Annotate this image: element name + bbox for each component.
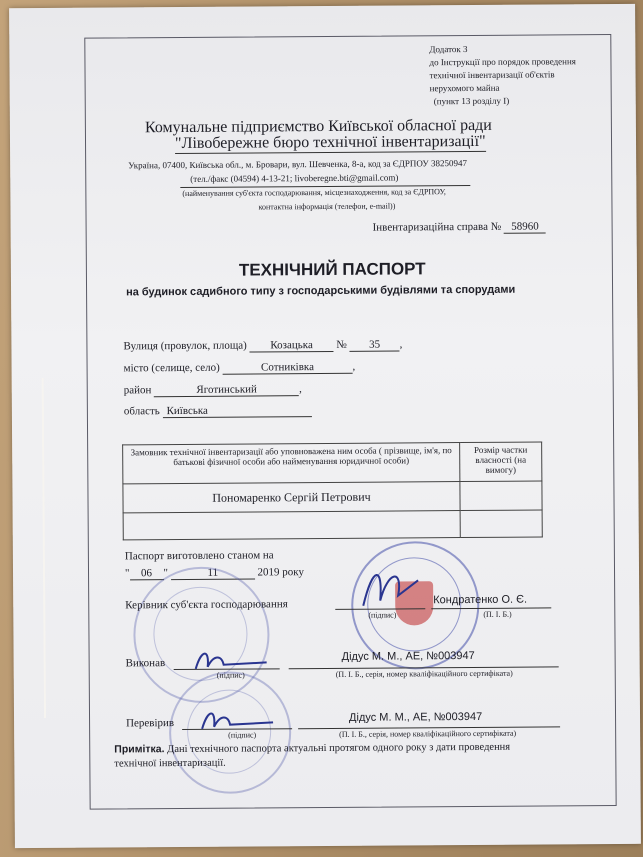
city-value: Сотниківка bbox=[222, 361, 352, 375]
empty-row-cell bbox=[123, 511, 460, 540]
city-label: місто (селище, село) bbox=[123, 361, 220, 375]
executor-name: Дідус М. М., АЕ, №003947 bbox=[341, 649, 475, 663]
street-line: Вулиця (провулок, площа) Козацька № 35 , bbox=[123, 338, 403, 353]
note-text-2: технічної інвентаризації. bbox=[114, 757, 226, 770]
region-label: область bbox=[123, 405, 160, 418]
head-name: Кондратенко О. Є. bbox=[433, 593, 528, 607]
org-name: Комунальне підприємство Київської обласної ради bbox=[144, 116, 492, 137]
org-address: Україна, 07400, Київська обл., м. Бровари, вул. Шевченка, 8-а, код за ЄДРПОУ 38250947 bbox=[128, 158, 468, 171]
head-signature bbox=[358, 560, 428, 615]
district-label: район bbox=[123, 384, 152, 397]
share-cell bbox=[460, 481, 542, 511]
executor-label: Виконав bbox=[125, 657, 166, 670]
annex-line: технічної інвентаризації об'єктів bbox=[429, 69, 555, 81]
date-year-suffix: року bbox=[282, 566, 305, 579]
org-caption-2: контактна інформація (телефон, e-mail)) bbox=[258, 201, 396, 212]
checker-label: Перевірив bbox=[126, 717, 175, 730]
district-line: район Яготинський , bbox=[123, 383, 302, 397]
org-caption-1: (найменування суб'єкта господарювання, місцезнаходження, код за ЄДРПОУ, bbox=[182, 187, 446, 198]
org-contacts: (тел./факс (04594) 4-13-21; livoberegne.bti@gmail.com) bbox=[190, 172, 399, 184]
annex-line: до Інструкції про порядок проведення bbox=[429, 56, 576, 68]
customer-table bbox=[122, 441, 543, 540]
share-header: Розмір частки власності (на вимогу) bbox=[460, 442, 542, 482]
checker-sign-caption: (підпис) bbox=[228, 730, 257, 740]
district-value: Яготинський bbox=[154, 383, 299, 397]
customer-header: Замовник технічної інвентаризації або уповноважена ним особа ( прізвище, ім'я, по батькові фізичної особи або найменування юридичної особи) bbox=[123, 443, 460, 484]
case-line bbox=[373, 220, 546, 234]
city-line: місто (селище, село) Сотниківка , bbox=[123, 360, 356, 375]
executor-sign-caption: (підпис) bbox=[216, 670, 245, 680]
street-value: Козацька bbox=[250, 339, 334, 353]
note-text: Дані технічного паспорта актуальні протягом одного року з дати проведення bbox=[167, 741, 511, 756]
head-label: Керівник суб'єкта господарювання bbox=[125, 598, 288, 612]
checker-name: Дідус М. М., АЕ, №003947 bbox=[348, 710, 483, 724]
document-title: ТЕХНІЧНИЙ ПАСПОРТ bbox=[238, 259, 426, 280]
annex-block bbox=[429, 42, 576, 108]
passport-page bbox=[9, 4, 641, 848]
date-year: 2019 bbox=[257, 566, 280, 579]
annex-line: нерухомого майна bbox=[429, 82, 500, 94]
annex-line: (пункт 13 розділу І) bbox=[433, 95, 510, 107]
region-value: Київська bbox=[163, 404, 312, 418]
date-day: 06 bbox=[129, 567, 163, 580]
street-label: Вулиця (провулок, площа) bbox=[123, 339, 247, 353]
head-name-caption: (П. І. Б.) bbox=[483, 609, 512, 619]
prepared-date: " 06 " 11 2019 року bbox=[124, 566, 305, 580]
prepared-label: Паспорт виготовлено станом на bbox=[124, 549, 274, 563]
region-line bbox=[124, 404, 312, 418]
head-sign-caption: (підпис) bbox=[368, 610, 397, 620]
house-no-label: № bbox=[336, 338, 347, 351]
case-label: Інвентаризаційна справа № bbox=[372, 220, 502, 234]
house-no-value: 35 bbox=[350, 338, 400, 351]
note-label: Примітка. bbox=[114, 743, 165, 756]
executor-signature bbox=[192, 644, 272, 675]
checker-name-caption: (П. І. Б., серія, номер кваліфікаційного сертифіката) bbox=[339, 728, 517, 739]
checker-signature bbox=[198, 704, 278, 735]
org-bureau: "Лівобережне бюро технічної інвентаризації" bbox=[174, 132, 486, 153]
customer-name: Пономаренко Сергій Петрович bbox=[123, 482, 460, 513]
case-number: 58960 bbox=[504, 220, 546, 233]
annex-line: Додаток 3 bbox=[429, 43, 468, 55]
executor-name-caption: (П. І. Б., серія, номер кваліфікаційного сертифіката) bbox=[335, 668, 513, 679]
binding-thread bbox=[42, 378, 58, 718]
empty-row-cell bbox=[460, 510, 542, 538]
date-month: 11 bbox=[171, 566, 255, 580]
document-subtitle: на будинок садибного типу з господарськими будівлями та спорудами bbox=[126, 283, 516, 299]
